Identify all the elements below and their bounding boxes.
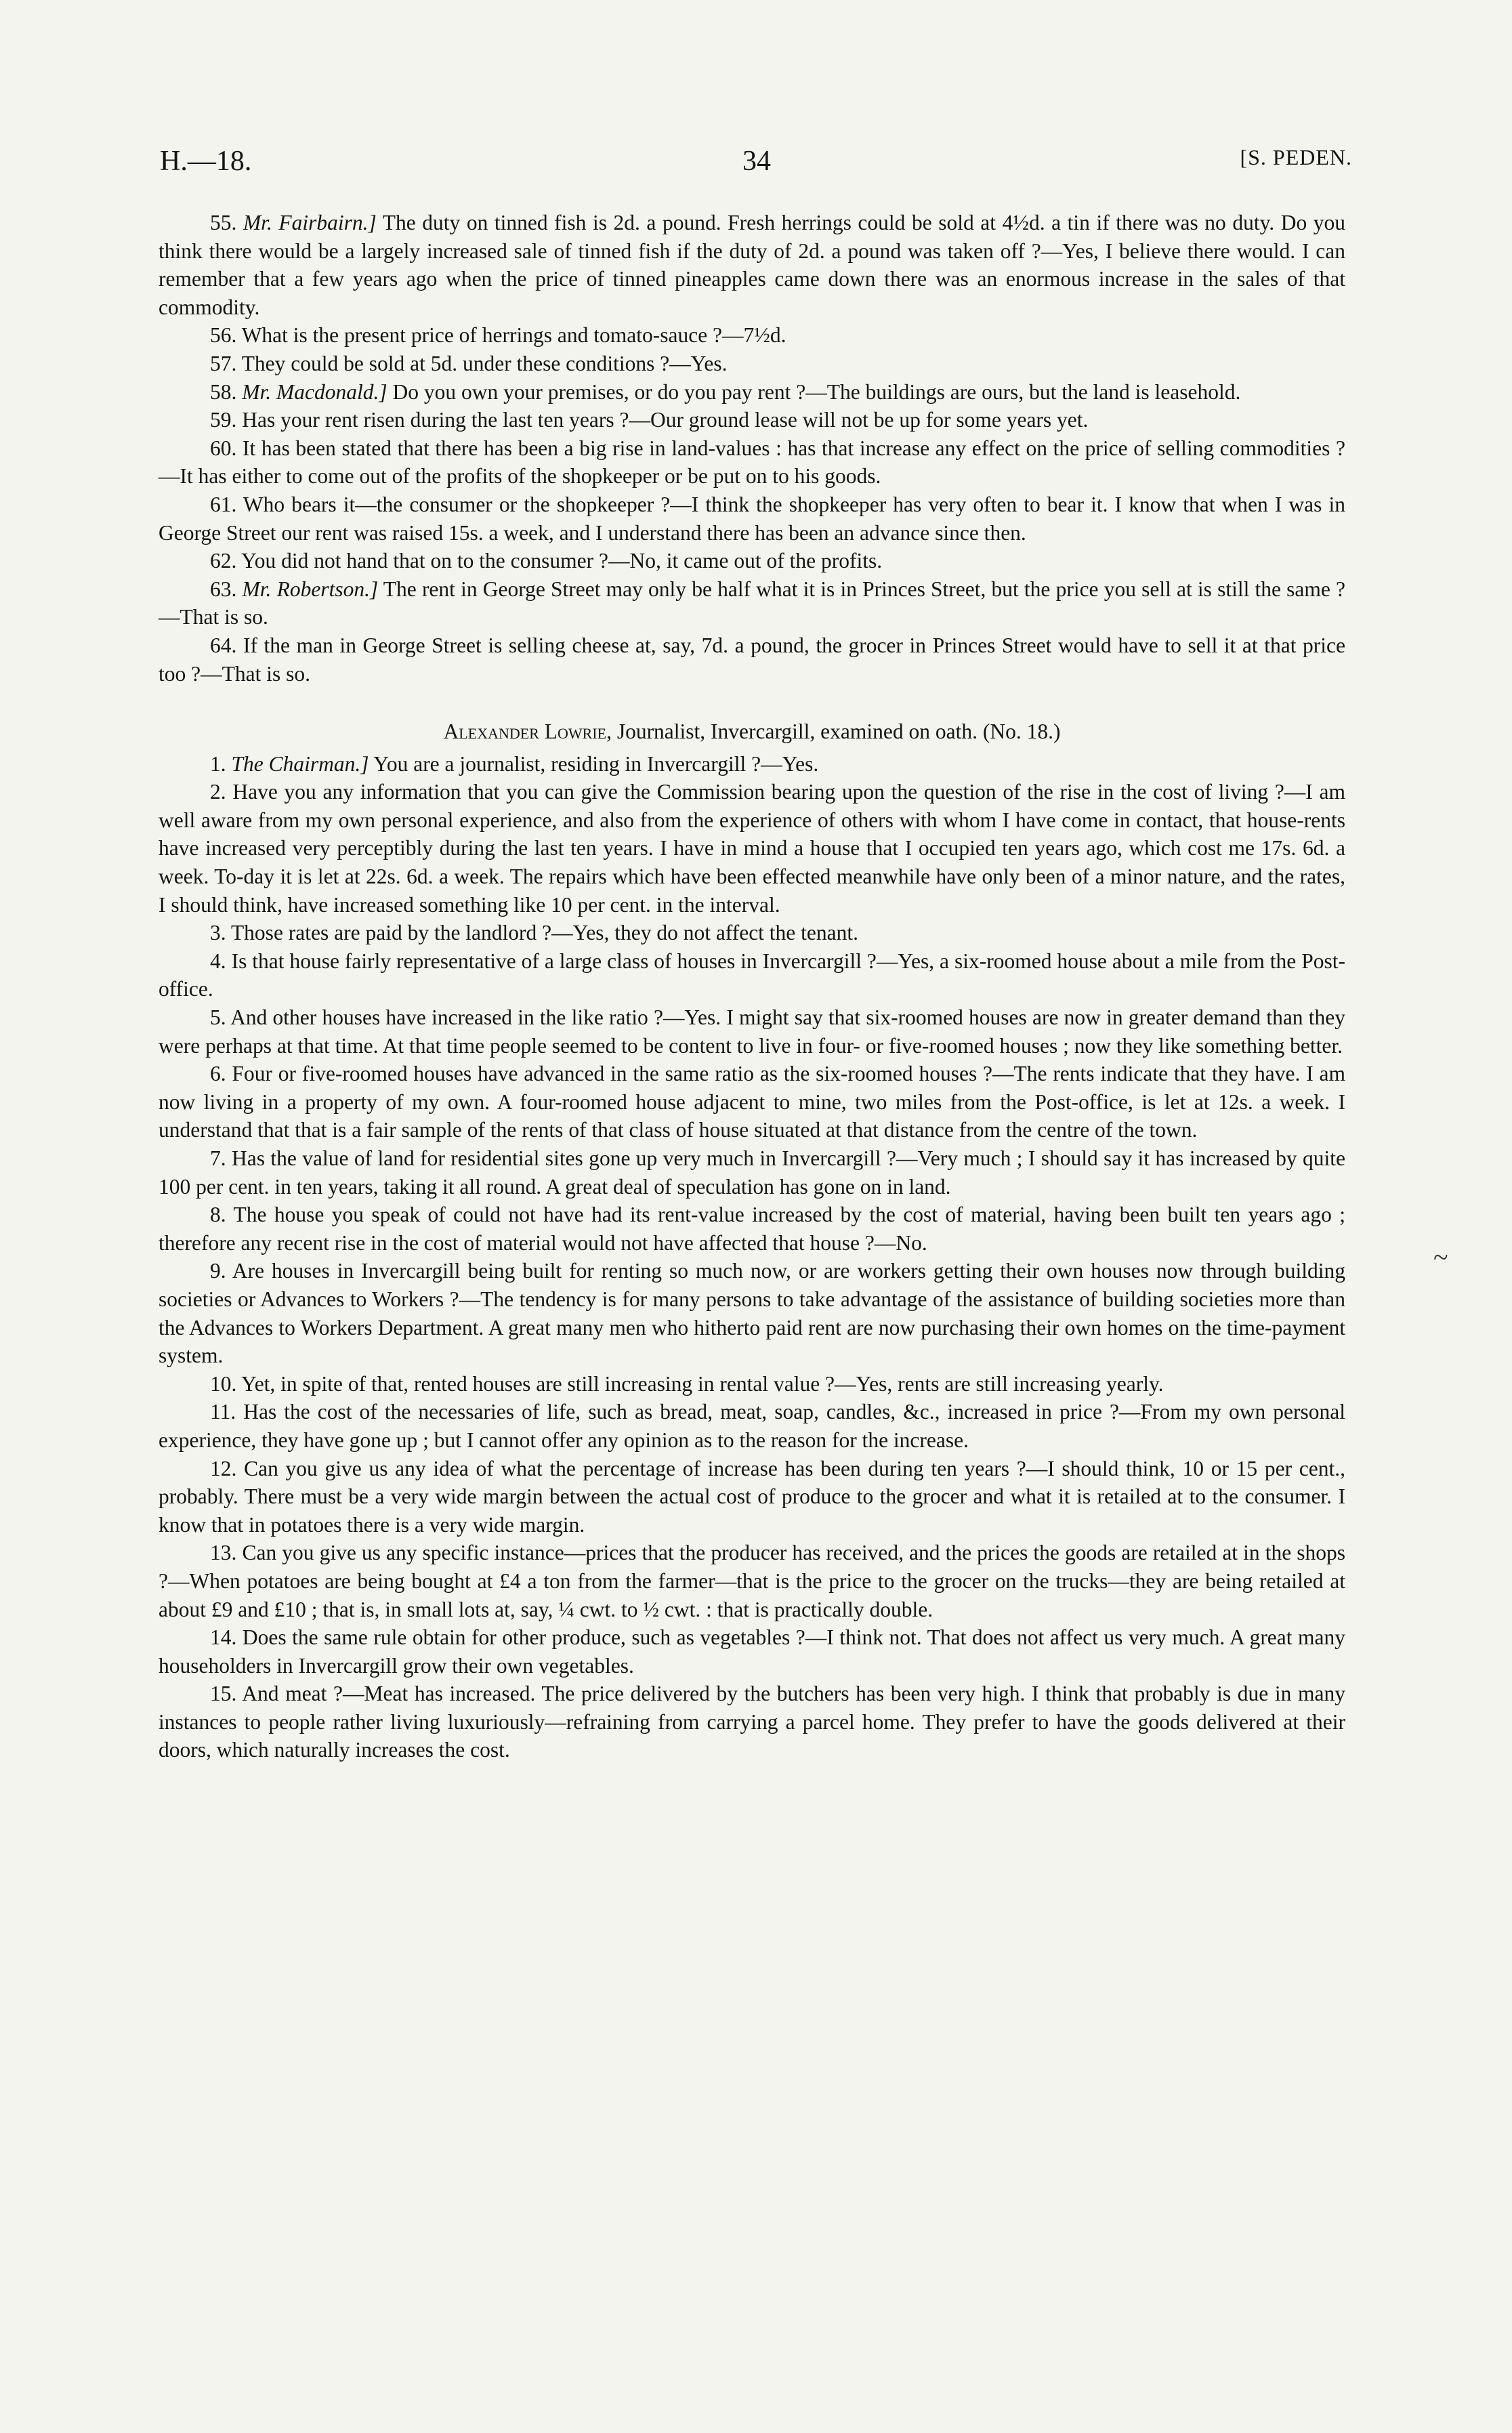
question-number: 13. <box>210 1541 237 1565</box>
question-number: 15. <box>210 1682 237 1706</box>
qa-paragraph <box>159 209 1345 321</box>
qa-paragraph <box>159 378 1345 407</box>
qa-text: What is the present price of herrings and tomato-sauce ?—7½d. <box>241 323 786 348</box>
qa-paragraph <box>159 778 1345 919</box>
qa-paragraph <box>159 1370 1345 1398</box>
qa-text: Has the value of land for residential sites gone up very much in Invercargill ?—Very much ; I should say it has increased by quite 100 per cent. in ten years, taking it all round. A great deal of speculation has gone on in land. <box>159 1146 1345 1199</box>
qa-paragraph <box>159 1623 1345 1680</box>
qa-text: Those rates are paid by the landlord ?—Yes, they do not affect the tenant. <box>230 921 859 945</box>
qa-text: Has the cost of the necessaries of life, such as bread, meat, soap, candles, &c., increased in price ?—From my own personal experience, they have gone up ; but I cannot offer any opinion as to the reason for the increase. <box>159 1400 1345 1452</box>
qa-paragraph <box>159 491 1345 547</box>
question-number: 4. <box>210 949 226 973</box>
qa-text: Can you give us any idea of what the percentage of increase has been during ten years ?—I should think, 10 or 15 per cent., probably. There must be a very wide margin between the actual cost of produce to the grocer and what it is retailed at to the consumer. I know that in potatoes there is a very wide margin. <box>159 1456 1345 1537</box>
question-number: 8. <box>210 1203 226 1227</box>
qa-text: Do you own your premises, or do you pay rent ?—The buildings are ours, but the land is leasehold. <box>387 379 1241 404</box>
qa-paragraph <box>159 406 1345 434</box>
qa-text: You did not hand that on to the consumer ?—No, it came out of the profits. <box>241 549 883 573</box>
question-number: 2. <box>210 780 226 804</box>
qa-text: It has been stated that there has been a big rise in land-values : has that increase any effect on the price of selling commodities ?—It has either to come out of the profits of the shopkeeper or be put on to his goods. <box>159 436 1345 488</box>
qa-text: Have you any information that you can give the Commission bearing upon the question of the rise in the cost of living ?—I am well aware from my own personal experience, and also from the experience of others with whom I have come in contact, that house-rents have increased very perceptibly during the last ten years. I have in mind a house that I occupied ten years ago, which cost me 17s. 6d. a week. To-day it is let at 22s. 6d. a week. The repairs which have been effected meanwhile have only been of a minor nature, and the rates, I should think, have increased something like 10 per cent. in the interval. <box>159 780 1346 917</box>
qa-paragraph <box>159 1201 1345 1257</box>
document-body <box>159 209 1345 1764</box>
question-number: 14. <box>210 1625 237 1650</box>
qa-text: The house you speak of could not have had its rent-value increased by the cost of material, having been built ten years ago ; therefore any recent rise in the cost of material would not have affected that house ?—No. <box>159 1203 1346 1255</box>
testimony-section-lowrie <box>159 750 1345 1764</box>
witness-name: Alexander Lowrie <box>443 720 607 744</box>
question-number: 55. <box>210 211 237 234</box>
qa-text: If the man in George Street is selling cheese at, say, 7d. a pound, the grocer in Princes Street would have to sell it at that price too ?—That is so. <box>159 633 1345 686</box>
question-number: 6. <box>210 1062 226 1086</box>
witness-details: , Journalist, Invercargill, examined on oath. (No. 18.) <box>606 720 1061 744</box>
qa-text: The duty on tinned fish is 2d. a pound. Fresh herrings could be sold at 4½d. a tin if there was no duty. Do you think there would be a largely increased sale of tinned fish if the duty of 2d. a pound was taken off ?—Yes, I believe there would. I can remember that a few years ago when the price of tinned pineapples came down there was an enormous increase in the sales of that commodity. <box>159 211 1346 319</box>
qa-text: Yet, in spite of that, rented houses are still increasing in rental value ?—Yes, rents are still increasing yearly. <box>241 1371 1164 1396</box>
question-number: 63. <box>210 577 237 601</box>
speaker-label: The Chairman.] <box>231 751 369 776</box>
witness-running-head: [S. PEDEN. <box>1240 145 1352 169</box>
question-number: 3. <box>210 921 226 945</box>
qa-paragraph <box>159 750 1345 778</box>
qa-text: Who bears it—the consumer or the shopkeeper ?—I think the shopkeeper has very often to bear it. I know that when I was in George Street our rent was raised 15s. a week, and I understand there has been an advance since then. <box>159 492 1345 545</box>
qa-paragraph <box>159 1144 1345 1201</box>
qa-text: And other houses have increased in the like ratio ?—Yes. I might say that six-roomed houses are now in greater demand than they were perhaps at that time. At that time people seemed to be content to live in four- or five-roomed houses ; now they like something better. <box>159 1005 1345 1058</box>
qa-paragraph <box>159 434 1345 491</box>
qa-text: You are a journalist, residing in Invercargill ?—Yes. <box>369 751 819 776</box>
question-number: 11. <box>210 1400 236 1424</box>
qa-paragraph <box>159 1455 1345 1539</box>
qa-paragraph <box>159 631 1345 688</box>
qa-text: Is that house fairly representative of a large class of houses in Invercargill ?—Yes, a six-roomed house about a mile from the Post-office. <box>159 949 1345 1001</box>
qa-text: Does the same rule obtain for other produce, such as vegetables ?—I think not. That does not affect us very much. A great many householders in Invercargill grow their own vegetables. <box>159 1625 1346 1678</box>
qa-paragraph <box>159 947 1345 1003</box>
qa-paragraph <box>159 1539 1345 1623</box>
speaker-label: Mr. Robertson.] <box>242 577 379 601</box>
qa-text: They could be sold at 5d. under these conditions ?—Yes. <box>241 351 728 375</box>
question-number: 1. <box>210 751 226 776</box>
question-number: 10. <box>210 1371 237 1396</box>
question-number: 12. <box>210 1456 237 1480</box>
question-number: 57. <box>210 351 237 375</box>
question-number: 61. <box>210 492 237 516</box>
qa-paragraph <box>159 350 1345 378</box>
question-number: 64. <box>210 633 237 657</box>
speaker-label: Mr. Macdonald.] <box>242 379 387 404</box>
question-number: 62. <box>210 549 237 573</box>
qa-paragraph <box>159 1257 1345 1369</box>
qa-paragraph <box>159 1003 1345 1060</box>
document-code: H.—18. <box>160 146 252 177</box>
qa-paragraph <box>159 1398 1345 1454</box>
qa-paragraph <box>159 1680 1345 1764</box>
qa-text: And meat ?—Meat has increased. The price delivered by the butchers has been very high. I think that probably is due in many instances to people rather living luxuriously—refraining from carrying a parcel home. They prefer to have the goods delivered at their doors, which naturally increases the cost. <box>159 1682 1345 1762</box>
question-number: 59. <box>210 408 237 432</box>
question-number: 60. <box>210 436 237 460</box>
testimony-section-peden <box>159 209 1345 688</box>
page-number: 34 <box>742 146 771 177</box>
question-number: 7. <box>210 1146 226 1170</box>
speaker-label: Mr. Fairbairn.] <box>243 211 377 234</box>
qa-paragraph <box>159 1060 1345 1144</box>
question-number: 58. <box>210 379 237 404</box>
qa-paragraph <box>159 575 1345 631</box>
qa-paragraph <box>159 321 1345 350</box>
question-number: 56. <box>210 323 237 348</box>
qa-text: Four or five-roomed houses have advanced in the same ratio as the six-roomed houses ?—The rents indicate that they have. I am now living in a property of my own. A four-roomed house adjacent to mine, two miles from the Post-office, is let at 12s. a week. I understand that that is a fair sample of the rents of that class of house situated at that distance from the centre of the town. <box>159 1062 1346 1142</box>
witness-heading <box>159 718 1345 746</box>
qa-text: Can you give us any specific instance—prices that the producer has received, and the prices the goods are retailed at in the shops ?—When potatoes are being bought at £4 a ton from the farmer—that is the price to the grocer on the trucks—they are being retailed at about £9 and £10 ; that is, in small lots at, say, ¼ cwt. to ½ cwt. : that is practically double. <box>159 1541 1346 1621</box>
qa-text: The rent in George Street may only be half what it is in Princes Street, but the price you sell at is still the same ?—That is so. <box>159 577 1345 629</box>
page-header <box>160 145 1352 183</box>
qa-paragraph <box>159 919 1345 947</box>
qa-paragraph <box>159 547 1345 575</box>
qa-text: Has your rent risen during the last ten years ?—Our ground lease will not be up for some years yet. <box>242 408 1089 432</box>
qa-text: Are houses in Invercargill being built for renting so much now, or are workers getting their own houses now through building societies or Advances to Workers ?—The tendency is for many persons to take advantage of the assistance of building societies more than the Advances to Workers Department. A great many men who hitherto paid rent are now purchasing their own homes on the time-payment system. <box>159 1259 1345 1368</box>
question-number: 5. <box>210 1005 226 1030</box>
margin-mark: ~ <box>1433 1242 1448 1272</box>
question-number: 9. <box>210 1259 226 1283</box>
